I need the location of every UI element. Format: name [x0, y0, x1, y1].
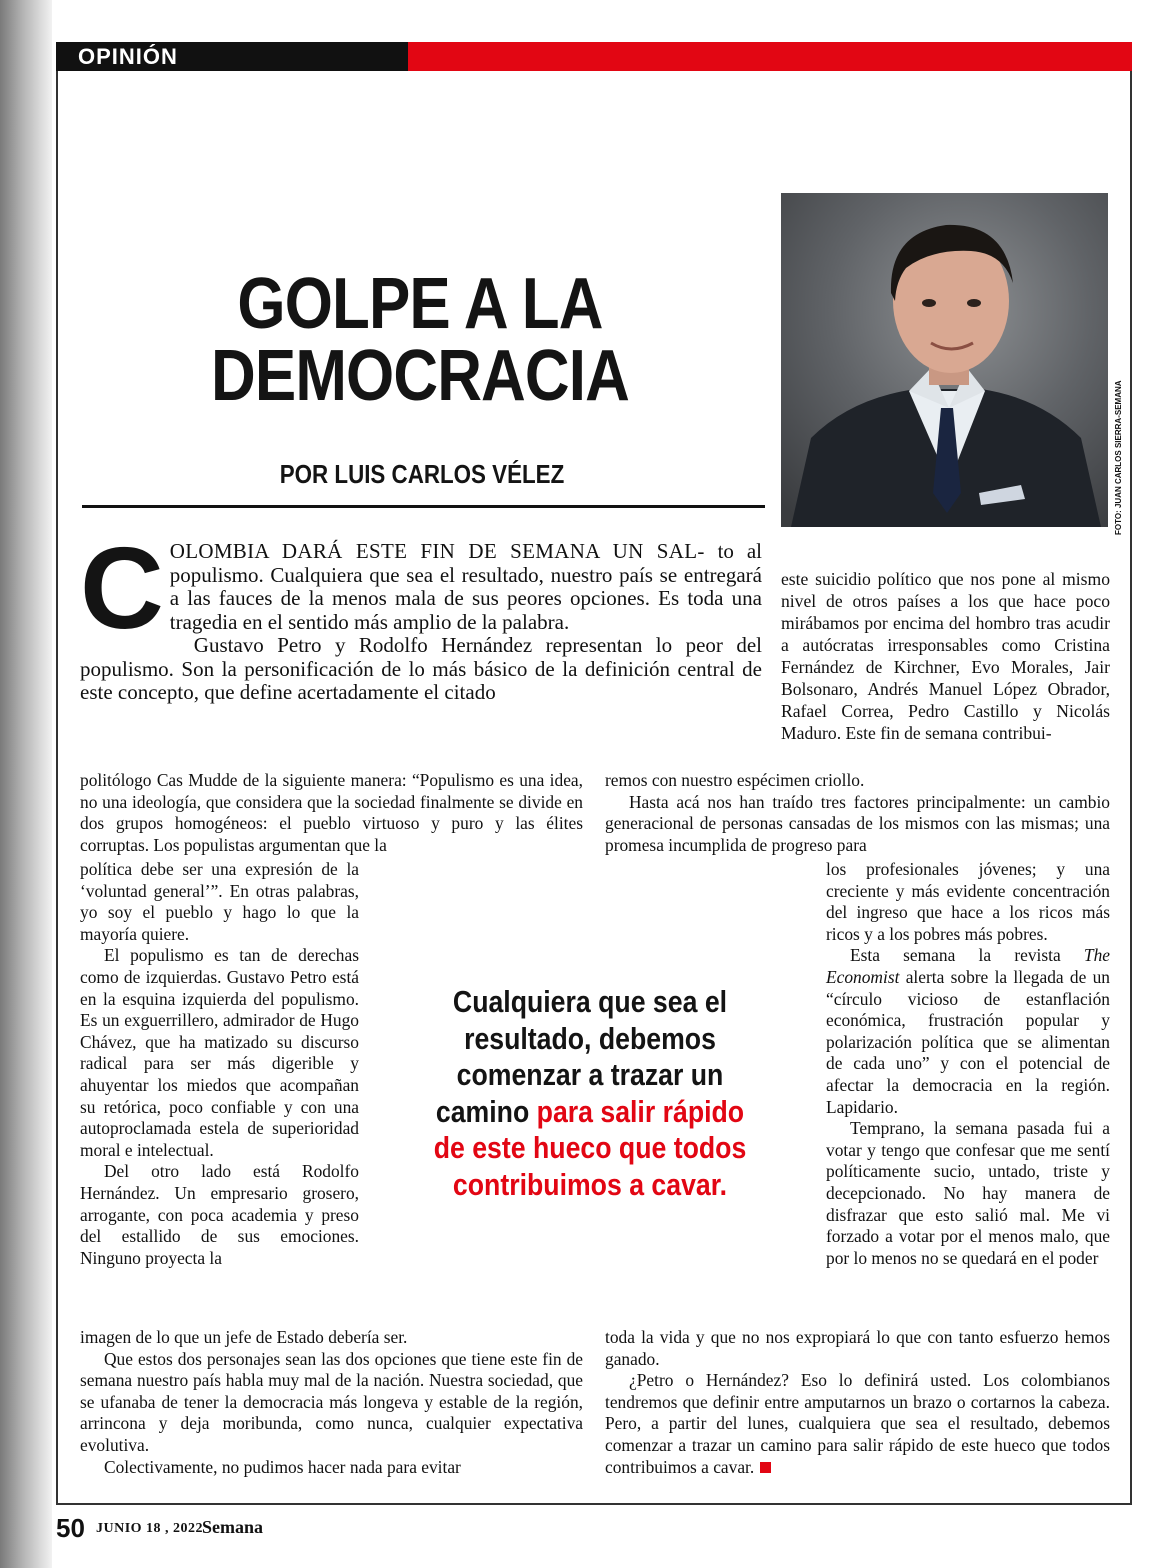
paragraph-toda-la-vida: toda la vida y que no nos expropiará lo que con tanto esfuerzo hemos ganado.: [605, 1327, 1110, 1369]
lead-paragraph-2: Gustavo Petro y Rodolfo Hernández representan lo peor del populismo. Son la personificación de lo más básico de la definición central de este concepto, que define acertadamente el citado: [80, 633, 762, 704]
paragraph-jefe-de-estado: imagen de lo que un jefe de Estado debería ser.: [80, 1327, 408, 1347]
pull-quote: [427, 984, 754, 1203]
section-accent-bar: [408, 42, 1132, 71]
author-portrait-illustration: [781, 193, 1108, 527]
paragraph-voluntad-general: política debe ser una expresión de la ‘voluntad general’”. En otras palabras, yo soy el pueblo y hago lo que la mayoría quiere.: [80, 859, 359, 944]
paragraph-conclusion: [605, 1370, 1110, 1478]
paragraph-hernandez: Del otro lado está Rodolfo Hernández. Un empresario grosero, arrogante, con poca academia y preso del estallido de sus emociones. Ninguno proyecta la: [80, 1161, 359, 1268]
author-byline: POR LUIS CARLOS VÉLEZ: [279, 459, 565, 489]
title-rule: [82, 505, 765, 508]
lead-text: to al populismo. Cualquiera que sea el resultado, nuestro país se entregará a las fauces de la menos mala de sus peores opciones. Es toda una tragedia en el sentido más amplio de la palabra.: [169, 539, 762, 634]
photo-credit: FOTO: JUAN CARLOS SIERRA-SEMANA: [1114, 380, 1123, 535]
right-column-wide-1: [605, 770, 1110, 856]
frame-right-border: [1130, 71, 1132, 1504]
paragraph-profesionales: los profesionales jóvenes; y una creciente y más evidente concentración del ingreso que hace a los ricos más ricos y a los pobres más pobres.: [826, 859, 1110, 944]
paragraph-especimen: remos con nuestro espécimen criollo.: [605, 770, 865, 790]
paragraph-petro: El populismo es tan de derechas como de izquierdas. Gustavo Petro está en la esquina izquierda del populismo. Es un exguerrillero, admirador de Hugo Chávez, que ha matizado su discurso radical para ser más digerible y ahuyentar los miedos que acompañan su retórica, poco confiable y con una autoproclamada estela de superioridad moral e intelectual.: [80, 945, 359, 1160]
left-column-wide-1: [80, 770, 583, 856]
drop-cap: C: [80, 523, 164, 653]
left-column-wide-2: [80, 1327, 583, 1478]
magazine-name: Semana: [202, 1517, 264, 1537]
right-column-narrow: [826, 859, 1110, 1269]
title-line-2: DEMOCRACIA: [211, 336, 629, 416]
paragraph-tres-factores: Hasta acá nos han traído tres factores principalmente: un cambio generacional de personas cansadas de los mismos con las mismas; una promesa incumplida de progreso para: [605, 791, 1110, 855]
right-top-column: [781, 568, 1110, 744]
title-line-1: GOLPE A LA: [237, 264, 603, 344]
right-top-text: este suicidio político que nos pone al mismo nivel de otros países a los que hace poco mirábamos por encima del hombro tras acudir a autócratas irresponsables como Cristina Fernández de Kirchner, Evo Morales, Jair Bolsonaro, Andrés Manuel López Obrador, Rafael Correa, Pedro Castillo y Nicolás Maduro. Este fin de semana contribui-: [781, 569, 1110, 743]
paragraph-dos-personajes: Que estos dos personajes sean las dos opciones que tiene este fin de semana nuestro país habla muy mal de la nación. Nuestra sociedad, que se ufanaba de tener la democracia más longeva y estable de la región, arrincona y deja moribunda, como nunca, cualquier expectativa evolutiva.: [80, 1348, 583, 1455]
left-column-narrow: [80, 859, 359, 1269]
economist-title: The Economist: [826, 945, 1110, 987]
page-spine-shadow: [0, 0, 52, 1568]
pull-quote-red: para salir rápido de este hueco que todos contribuimos a cavar.: [433, 1093, 747, 1202]
end-of-article-mark: [760, 1462, 771, 1473]
section-label: OPINIÓN: [56, 42, 408, 71]
paragraph-temprano: Temprano, la semana pasada fui a votar y tengo que confesar que me sentí políticamente sucio, untado, triste y decepcionado. No hay manera de disfrazar que esto salió mal. Me vi forzado a votar por el menos malo, que por lo menos no se quedará en el poder: [826, 1118, 1110, 1268]
paragraph-economist: [826, 945, 1110, 1118]
section-header: [56, 42, 1132, 71]
article-lead: [80, 523, 762, 705]
author-photo: [781, 193, 1108, 527]
lead-paragraph-1: [80, 523, 762, 653]
paragraph-colectivamente: Colectivamente, no pudimos hacer nada para evitar: [104, 1456, 461, 1477]
pull-quote-black: Cualquiera que sea el resultado, debemos comenzar a trazar un camino: [435, 984, 728, 1129]
frame-bottom-border: [56, 1503, 1132, 1505]
economist-post: alerta sobre la llegada de un “círculo vicioso de estanflación económica, frustración popular y polarización política que se alimentan de cada uno” y con el potencial de afectar la democracia en la región. Lapidario.: [826, 966, 1110, 1117]
frame-left-border: [56, 71, 58, 1504]
lead-caps: OLOMBIA DARÁ ESTE FIN DE SEMANA UN SAL-: [169, 539, 705, 563]
paragraph-mudde-quote: politólogo Cas Mudde de la siguiente manera: “Populismo es una idea, no una ideología, que considera que la sociedad finalmente se divide en dos grupos homogéneos: el pueblo virtuoso y puro y las élites corruptas. Los populistas argumentan que la: [80, 770, 583, 855]
conclusion-text: ¿Petro o Hernández? Eso lo definirá usted. Los colombianos tendremos que definir entre amputarnos un brazo o cortarnos la cabeza. Pero, a partir del lunes, cualquiera que sea el resultado, debemos comenzar a trazar un camino para salir rápido de este hueco que todos contribuimos a cavar.: [605, 1370, 1110, 1477]
right-column-wide-2: [605, 1327, 1110, 1478]
page-number: 50: [56, 1513, 85, 1543]
issue-date: JUNIO 18 , 2022: [96, 1521, 204, 1536]
economist-pre: Esta semana la revista: [850, 945, 1084, 966]
article-title: [188, 264, 652, 416]
